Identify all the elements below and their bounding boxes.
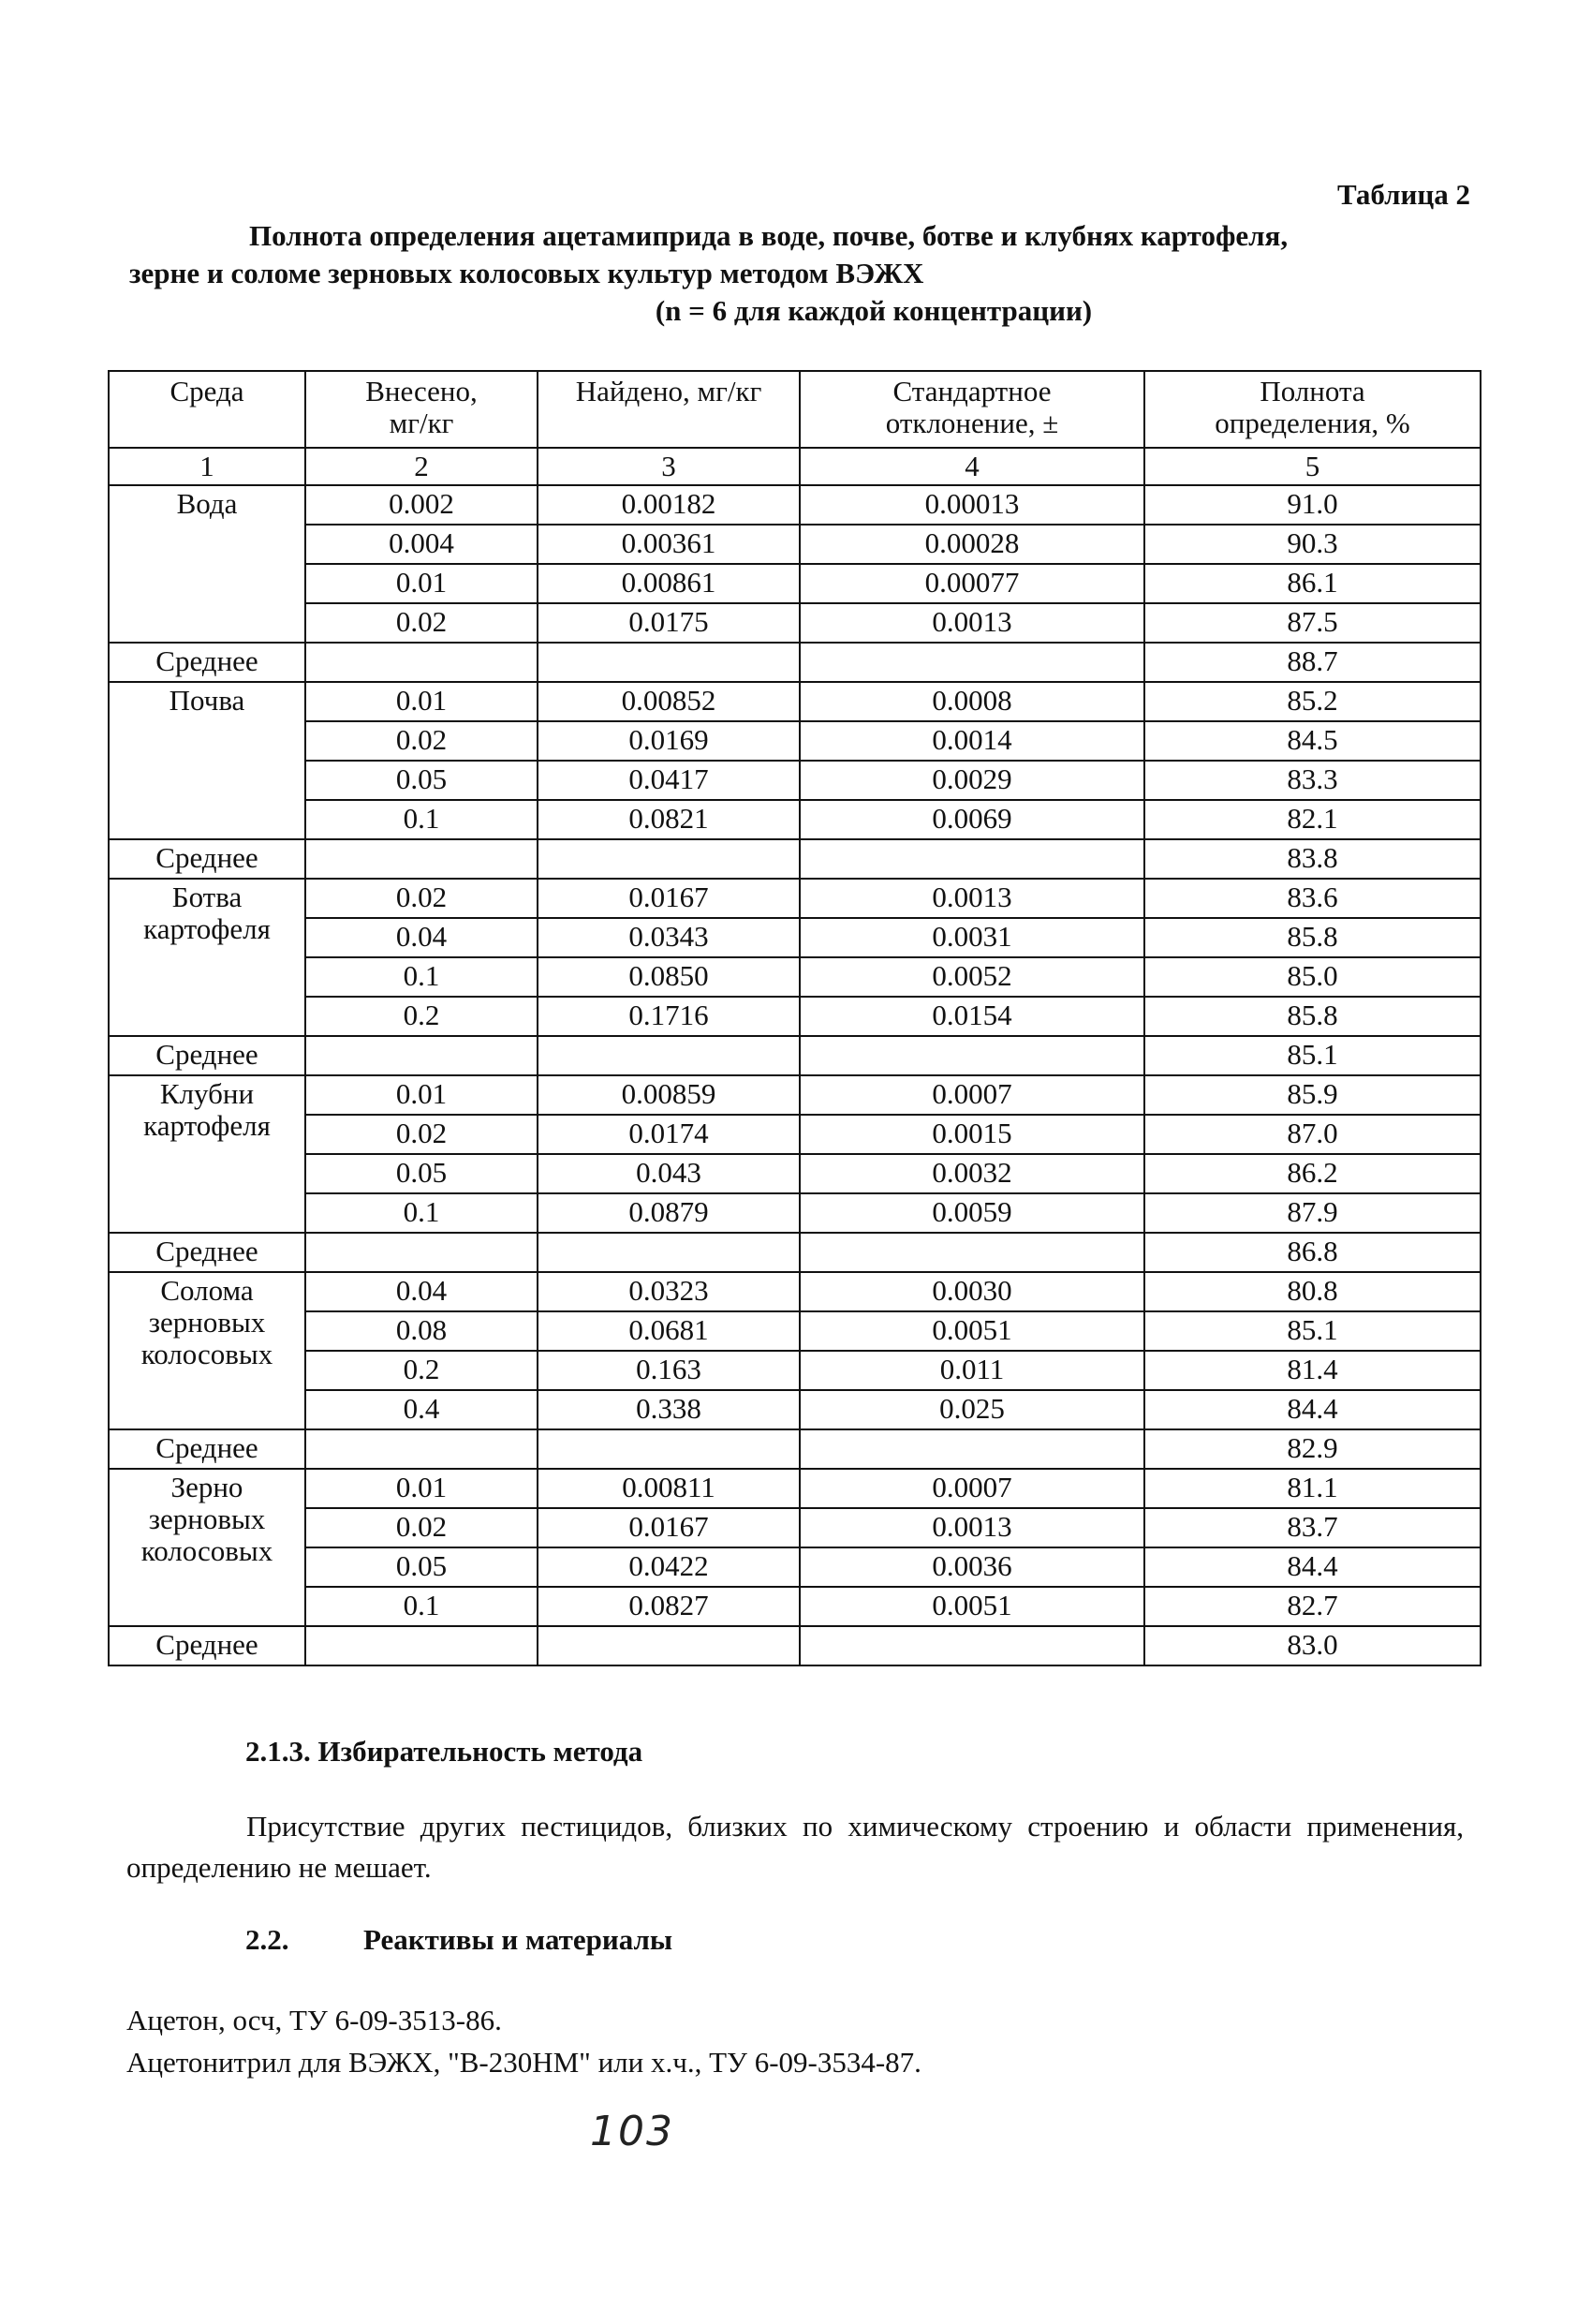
added-cell: 0.04 [305,918,538,957]
found-cell: 0.0167 [538,1508,800,1547]
average-value: 83.8 [1144,839,1481,879]
caption-line-1: Полнота определения ацетамиприда в воде, почве, ботве и клубнях картофеля, [249,219,1289,252]
empty-cell [305,1626,538,1665]
header-std-dev: Стандартное отклонение, ± [800,371,1144,448]
recovery-cell: 87.9 [1144,1193,1481,1233]
added-cell: 0.1 [305,957,538,997]
recovery-cell: 86.1 [1144,564,1481,603]
empty-cell [305,1429,538,1469]
page-number: 103 [590,2108,674,2155]
section-title-2-2: Реактивы и материалы [363,1923,673,1956]
header-found: Найдено, мг/кг [538,371,800,448]
average-label: Среднее [109,1626,305,1665]
header-medium: Среда [109,371,305,448]
column-number: 2 [305,448,538,485]
empty-cell [800,839,1144,879]
empty-cell [305,643,538,682]
table-row [109,485,1481,525]
std-dev-cell: 0.0059 [800,1193,1144,1233]
found-cell: 0.00852 [538,682,800,721]
empty-cell [800,1036,1144,1075]
recovery-cell: 83.7 [1144,1508,1481,1547]
material-line: Ацетонитрил для ВЭЖХ, "В-230НМ" или х.ч., ТУ 6-09-3534-87. [126,2046,921,2079]
material-line: Ацетон, осч, ТУ 6-09-3513-86. [126,2004,502,2036]
found-cell: 0.0323 [538,1272,800,1311]
std-dev-cell: 0.0030 [800,1272,1144,1311]
found-cell: 0.163 [538,1351,800,1390]
found-cell: 0.0417 [538,761,800,800]
found-cell: 0.0174 [538,1115,800,1154]
found-cell: 0.0681 [538,1311,800,1351]
column-number: 5 [1144,448,1481,485]
std-dev-cell: 0.0051 [800,1587,1144,1626]
medium-label: колосовых [140,1338,273,1370]
added-cell: 0.02 [305,721,538,761]
average-row [109,1233,1481,1272]
medium-label: Клубни [159,1077,255,1110]
found-cell: 0.0827 [538,1587,800,1626]
std-dev-cell: 0.0052 [800,957,1144,997]
found-cell: 0.00859 [538,1075,800,1115]
std-dev-cell: 0.0036 [800,1547,1144,1587]
added-cell: 0.01 [305,1075,538,1115]
table-row [109,1311,1481,1351]
std-dev-cell: 0.0032 [800,1154,1144,1193]
empty-cell [538,1429,800,1469]
added-cell: 0.2 [305,1351,538,1390]
std-dev-cell: 0.0007 [800,1469,1144,1508]
table-row [109,721,1481,761]
recovery-cell: 85.0 [1144,957,1481,997]
empty-cell [800,643,1144,682]
average-label: Среднее [109,1429,305,1469]
added-cell: 0.02 [305,1508,538,1547]
std-dev-cell: 0.0015 [800,1115,1144,1154]
header-added: Внесено, мг/кг [305,371,538,448]
std-dev-cell: 0.0014 [800,721,1144,761]
empty-cell [538,1626,800,1665]
std-dev-cell: 0.0029 [800,761,1144,800]
section-number-2-2: 2.2. [245,1923,289,1956]
medium-label: зерновых [148,1306,266,1339]
added-cell: 0.02 [305,879,538,918]
average-value: 85.1 [1144,1036,1481,1075]
medium-label: картофеля [143,1109,271,1142]
empty-cell [305,1036,538,1075]
table-row [109,1587,1481,1626]
recovery-cell: 86.2 [1144,1154,1481,1193]
average-row [109,1036,1481,1075]
medium-label: Солома [160,1274,254,1307]
found-cell: 0.00361 [538,525,800,564]
medium-label: картофеля [143,912,271,945]
header-recovery: Полнота определения, % [1144,371,1481,448]
recovery-cell: 82.7 [1144,1587,1481,1626]
table-row [109,1351,1481,1390]
table-row [109,997,1481,1036]
found-cell: 0.00182 [538,485,800,525]
table-row [109,682,1481,721]
found-cell: 0.0167 [538,879,800,918]
medium-cell [109,1075,305,1233]
medium-cell [109,1469,305,1626]
added-cell: 0.2 [305,997,538,1036]
average-row [109,1429,1481,1469]
column-number: 3 [538,448,800,485]
empty-cell [538,1233,800,1272]
average-value: 82.9 [1144,1429,1481,1469]
medium-label: Ботва [171,881,243,913]
table-row [109,525,1481,564]
found-cell: 0.1716 [538,997,800,1036]
medium-label: Почва [169,684,245,717]
recovery-cell: 91.0 [1144,485,1481,525]
std-dev-cell: 0.011 [800,1351,1144,1390]
added-cell: 0.004 [305,525,538,564]
table-row [109,1272,1481,1311]
table-row [109,1075,1481,1115]
table-body [109,485,1481,1665]
table-row [109,1115,1481,1154]
recovery-cell: 85.8 [1144,997,1481,1036]
column-number: 4 [800,448,1144,485]
empty-cell [800,1429,1144,1469]
recovery-cell: 87.5 [1144,603,1481,643]
std-dev-cell: 0.025 [800,1390,1144,1429]
added-cell: 0.05 [305,1547,538,1587]
std-dev-cell: 0.0154 [800,997,1144,1036]
added-cell: 0.1 [305,1193,538,1233]
table-row [109,1547,1481,1587]
column-number: 1 [109,448,305,485]
recovery-cell: 81.1 [1144,1469,1481,1508]
recovery-cell: 85.8 [1144,918,1481,957]
average-label: Среднее [109,1233,305,1272]
recovery-table [108,370,1481,1666]
average-row [109,643,1481,682]
medium-label: Вода [176,487,238,520]
added-cell: 0.002 [305,485,538,525]
medium-cell [109,485,305,643]
recovery-cell: 85.9 [1144,1075,1481,1115]
added-cell: 0.04 [305,1272,538,1311]
average-value: 83.0 [1144,1626,1481,1665]
found-cell: 0.338 [538,1390,800,1429]
added-cell: 0.05 [305,761,538,800]
found-cell: 0.0343 [538,918,800,957]
recovery-cell: 85.1 [1144,1311,1481,1351]
table-label: Таблица 2 [1337,178,1470,211]
medium-label: зерновых [148,1502,266,1535]
caption-line-2: зерне и соломе зерновых колосовых культур методом ВЭЖХ [129,257,924,289]
added-cell: 0.02 [305,1115,538,1154]
found-cell: 0.00811 [538,1469,800,1508]
recovery-cell: 82.1 [1144,800,1481,839]
added-cell: 0.08 [305,1311,538,1351]
recovery-cell: 84.4 [1144,1547,1481,1587]
found-cell: 0.0169 [538,721,800,761]
empty-cell [305,839,538,879]
recovery-cell: 85.2 [1144,682,1481,721]
section-heading-2-1-3: 2.1.3. Избирательность метода [245,1735,643,1768]
std-dev-cell: 0.00013 [800,485,1144,525]
std-dev-cell: 0.0013 [800,879,1144,918]
medium-cell [109,879,305,1036]
average-label: Среднее [109,839,305,879]
medium-label: Зерно [170,1471,243,1503]
std-dev-cell: 0.0008 [800,682,1144,721]
recovery-cell: 83.3 [1144,761,1481,800]
header-row [109,371,1481,448]
medium-cell [109,682,305,839]
empty-cell [538,839,800,879]
medium-cell [109,1272,305,1429]
added-cell: 0.01 [305,1469,538,1508]
table-row [109,1469,1481,1508]
added-cell: 0.01 [305,682,538,721]
average-value: 86.8 [1144,1233,1481,1272]
std-dev-cell: 0.0013 [800,603,1144,643]
recovery-cell: 84.4 [1144,1390,1481,1429]
found-cell: 0.0175 [538,603,800,643]
found-cell: 0.0850 [538,957,800,997]
table-row [109,1508,1481,1547]
recovery-cell: 84.5 [1144,721,1481,761]
selectivity-paragraph: Присутствие других пестицидов, близких по химическому строению и области применения, определению не мешает. [126,1810,1464,1884]
table-row [109,957,1481,997]
empty-cell [305,1233,538,1272]
found-cell: 0.0821 [538,800,800,839]
found-cell: 0.043 [538,1154,800,1193]
table-row [109,918,1481,957]
std-dev-cell: 0.00028 [800,525,1144,564]
std-dev-cell: 0.0051 [800,1311,1144,1351]
average-row [109,839,1481,879]
empty-cell [800,1626,1144,1665]
average-label: Среднее [109,643,305,682]
table-row [109,564,1481,603]
recovery-cell: 80.8 [1144,1272,1481,1311]
average-row [109,1626,1481,1665]
caption-line-3: (n = 6 для каждой концентрации) [655,294,1093,327]
medium-label: колосовых [140,1534,273,1567]
table-row [109,800,1481,839]
column-number-row [109,448,1481,485]
table-row [109,603,1481,643]
added-cell: 0.1 [305,800,538,839]
empty-cell [538,1036,800,1075]
recovery-cell: 83.6 [1144,879,1481,918]
recovery-cell: 90.3 [1144,525,1481,564]
std-dev-cell: 0.0007 [800,1075,1144,1115]
added-cell: 0.02 [305,603,538,643]
std-dev-cell: 0.0031 [800,918,1144,957]
average-label: Среднее [109,1036,305,1075]
added-cell: 0.01 [305,564,538,603]
table-row [109,1193,1481,1233]
added-cell: 0.05 [305,1154,538,1193]
table-row [109,761,1481,800]
added-cell: 0.4 [305,1390,538,1429]
empty-cell [538,643,800,682]
table-row [109,1390,1481,1429]
recovery-cell: 81.4 [1144,1351,1481,1390]
std-dev-cell: 0.0013 [800,1508,1144,1547]
table-row [109,1154,1481,1193]
std-dev-cell: 0.00077 [800,564,1144,603]
added-cell: 0.1 [305,1587,538,1626]
table-caption [129,217,1478,330]
table-row [109,879,1481,918]
found-cell: 0.0422 [538,1547,800,1587]
empty-cell [800,1233,1144,1272]
average-value: 88.7 [1144,643,1481,682]
std-dev-cell: 0.0069 [800,800,1144,839]
found-cell: 0.00861 [538,564,800,603]
recovery-cell: 87.0 [1144,1115,1481,1154]
found-cell: 0.0879 [538,1193,800,1233]
